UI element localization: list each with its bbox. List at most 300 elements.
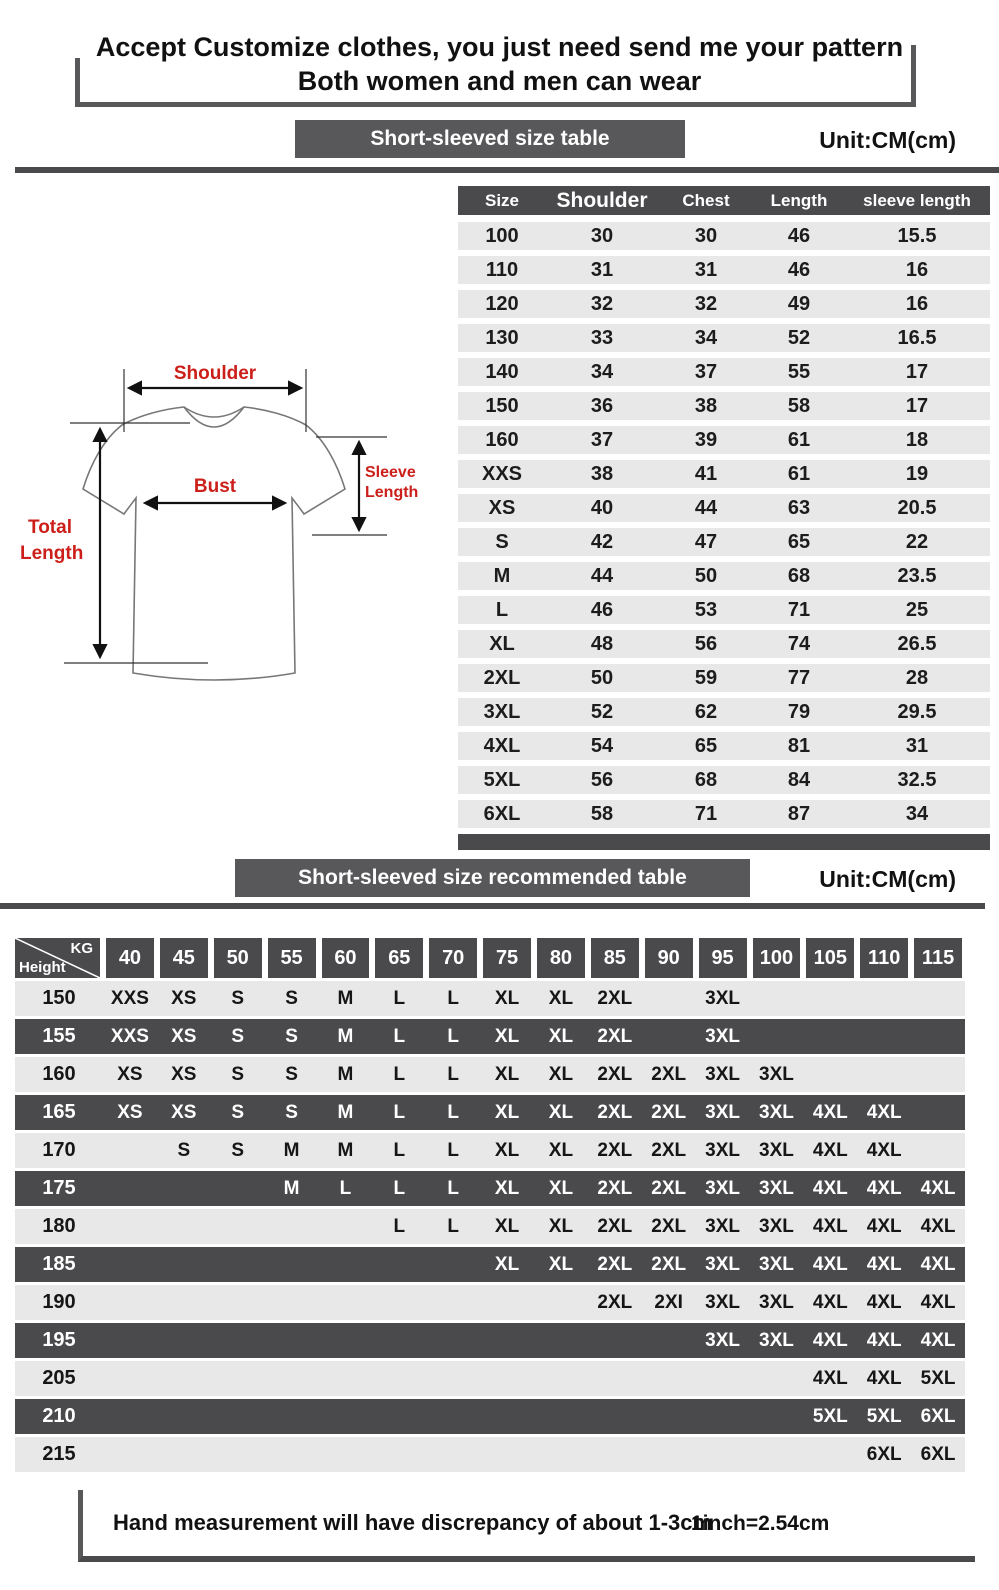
kg-column-header: 60 xyxy=(322,938,370,978)
section-divider xyxy=(0,903,985,909)
recommended-size-cell: S xyxy=(285,1101,298,1123)
recommended-size-cell: S xyxy=(231,987,245,1009)
recommended-size-cell: 2XL xyxy=(597,1139,633,1161)
size-table-cell: 34 xyxy=(905,802,929,825)
recommended-size-cell xyxy=(319,1399,373,1434)
recommended-size-cell xyxy=(211,1285,265,1320)
recommended-size-cell: L xyxy=(393,1215,406,1237)
recommended-size-cell: XL xyxy=(494,1101,520,1123)
recommended-size-cell xyxy=(103,1323,157,1358)
recommended-size-cell: XL xyxy=(494,1063,520,1085)
size-table-cell: 74 xyxy=(787,632,811,655)
recommended-size-cell: 2XL xyxy=(651,1253,687,1275)
size-table-cell: 59 xyxy=(694,666,718,689)
recommended-size-cell xyxy=(157,1399,211,1434)
height-label: 160 xyxy=(42,1063,76,1085)
size-table-cell: 77 xyxy=(787,666,811,689)
measurement-note: Hand measurement will have discrepancy of about 1-3cm xyxy=(113,1510,713,1535)
size-table-cell: 22 xyxy=(905,530,929,553)
size-table-cell: 16 xyxy=(905,292,929,315)
size-table-cell: 34 xyxy=(694,326,718,349)
size-table-column-header: Length xyxy=(770,190,828,210)
footer-bracket xyxy=(78,1490,975,1562)
recommended-size-cell: 5XL xyxy=(920,1367,956,1389)
size-table-row xyxy=(458,256,990,284)
recommended-size-cell xyxy=(265,1285,319,1320)
size-table-cell: 52 xyxy=(787,326,811,349)
size-table-cell: 37 xyxy=(590,428,614,451)
size-table-cell: 61 xyxy=(787,462,811,485)
height-label: 215 xyxy=(42,1443,76,1465)
size-table-cell: 81 xyxy=(787,734,811,757)
recommended-size-cell xyxy=(480,1361,534,1396)
recommended-size-cell: 4XL xyxy=(812,1139,848,1161)
recommended-size-cell: 3XL xyxy=(705,1101,740,1123)
recommended-size-cell: 4XL xyxy=(866,1215,902,1237)
size-table-column-header: Chest xyxy=(682,190,730,210)
size-table-cell: 44 xyxy=(590,564,614,587)
size-table-row xyxy=(458,800,990,828)
recommended-size-cell xyxy=(588,1323,642,1358)
recommended-table-unit-label: Unit:CM(cm) xyxy=(819,866,956,892)
recommended-size-cell: 2XL xyxy=(597,1215,633,1237)
recommended-size-cell xyxy=(319,1209,373,1244)
header-bracket-bottom xyxy=(75,102,916,107)
recommended-size-cell: 3XL xyxy=(759,1177,794,1199)
size-table-cell: 150 xyxy=(485,394,519,417)
recommended-size-cell: S xyxy=(285,1063,298,1085)
size-table-body xyxy=(458,222,990,828)
recommended-size-cell: S xyxy=(231,1063,245,1085)
size-table-column-header: Shoulder xyxy=(556,188,648,212)
size-table-cell: 17 xyxy=(905,394,929,417)
size-table-cell: XS xyxy=(488,496,516,519)
recommended-size-cell: S xyxy=(285,1025,298,1047)
kg-column-header: 105 xyxy=(806,938,854,978)
recommended-size-cell: S xyxy=(177,1139,191,1161)
recommended-size-cell xyxy=(103,1247,157,1282)
size-table-cell: 46 xyxy=(787,258,811,281)
recommended-size-cell: 2XL xyxy=(651,1063,687,1085)
recommended-size-cell xyxy=(803,1057,857,1092)
recommended-size-cell: 4XL xyxy=(866,1367,902,1389)
total-length-label-line1: Total xyxy=(28,517,72,538)
recommended-size-cell: XL xyxy=(548,1215,574,1237)
recommended-size-cell xyxy=(803,981,857,1016)
total-length-label-line2: Length xyxy=(20,543,84,564)
recommended-size-cell xyxy=(696,1399,750,1434)
height-label: 210 xyxy=(42,1405,76,1427)
recommended-size-cell xyxy=(480,1399,534,1434)
size-table-cell: 71 xyxy=(694,802,718,825)
corner-height-label: Height xyxy=(19,959,66,976)
height-label: 170 xyxy=(42,1139,76,1161)
size-table-cell: 160 xyxy=(485,428,519,451)
recommended-size-cell xyxy=(265,1323,319,1358)
corner-kg-label: KG xyxy=(70,940,93,957)
kg-column-header: 55 xyxy=(268,938,316,978)
recommended-size-cell xyxy=(211,1247,265,1282)
recommended-size-cell: 3XL xyxy=(705,1329,740,1351)
bust-label: Bust xyxy=(193,476,237,497)
size-table-cell: 5XL xyxy=(483,768,521,791)
recommended-size-cell xyxy=(426,1437,480,1472)
recommended-size-cell: XL xyxy=(548,987,574,1009)
size-table-header-row xyxy=(458,186,990,215)
size-table-cell: 46 xyxy=(787,224,811,247)
kg-column-header: 110 xyxy=(860,938,908,978)
size-table-cell: 30 xyxy=(590,224,614,247)
size-table-cell: 110 xyxy=(485,258,519,281)
recommended-size-cell xyxy=(103,1437,157,1472)
recommended-table-row xyxy=(15,1247,965,1282)
recommended-size-cell xyxy=(157,1361,211,1396)
size-table-cell: 32.5 xyxy=(897,768,937,791)
recommended-size-cell: S xyxy=(231,1101,245,1123)
recommended-size-cell: 4XL xyxy=(866,1101,902,1123)
size-table-cell: 40 xyxy=(590,496,614,519)
recommended-size-cell: XXS xyxy=(110,1025,149,1047)
recommended-size-cell: 3XL xyxy=(705,1139,740,1161)
recommended-size-cell xyxy=(103,1399,157,1434)
size-table-cell: 36 xyxy=(590,394,614,417)
recommended-size-cell xyxy=(642,1399,696,1434)
recommended-size-cell: XL xyxy=(548,1177,574,1199)
recommended-size-cell xyxy=(103,1285,157,1320)
recommended-size-cell xyxy=(534,1323,588,1358)
recommended-size-cell: L xyxy=(447,1101,459,1123)
recommended-size-cell xyxy=(911,1057,965,1092)
recommended-size-cell xyxy=(319,1323,373,1358)
recommended-size-cell xyxy=(211,1171,265,1206)
recommended-size-cell: 2XL xyxy=(597,987,633,1009)
size-table-row xyxy=(458,460,990,488)
size-table-cell: 4XL xyxy=(483,734,521,757)
recommended-size-cell xyxy=(211,1209,265,1244)
recommended-size-cell: XS xyxy=(117,1101,143,1123)
recommended-size-cell xyxy=(750,1399,804,1434)
recommended-size-cell xyxy=(642,1437,696,1472)
recommended-size-cell: 4XL xyxy=(812,1253,848,1275)
size-table-cell: 71 xyxy=(787,598,811,621)
recommended-size-cell: 2XL xyxy=(651,1177,687,1199)
recommended-size-cell: 2XL xyxy=(597,1025,633,1047)
size-table-column-header: sleeve length xyxy=(863,190,971,210)
tshirt-outline xyxy=(83,407,345,680)
recommended-size-cell xyxy=(426,1399,480,1434)
size-table-row xyxy=(458,664,990,692)
recommended-size-cell xyxy=(103,1209,157,1244)
size-table-cell: 26.5 xyxy=(897,632,937,655)
size-table-cell: 31 xyxy=(694,258,718,281)
recommended-size-cell: L xyxy=(339,1177,352,1199)
kg-column-header: 40 xyxy=(106,938,154,978)
recommended-size-cell xyxy=(103,1361,157,1396)
recommended-size-cell xyxy=(157,1171,211,1206)
recommended-size-cell: 4XL xyxy=(812,1329,848,1351)
recommended-size-cell xyxy=(157,1209,211,1244)
size-table-row xyxy=(458,426,990,454)
recommended-size-cell: 5XL xyxy=(866,1405,902,1427)
size-table-cell: XL xyxy=(489,632,515,655)
size-table-row xyxy=(458,562,990,590)
recommended-size-cell: XL xyxy=(494,1139,520,1161)
height-label: 180 xyxy=(42,1215,76,1237)
recommended-size-cell: M xyxy=(337,1101,354,1123)
recommended-size-cell xyxy=(319,1247,373,1282)
recommended-size-cell xyxy=(265,1437,319,1472)
size-table-cell: 28 xyxy=(905,666,929,689)
recommended-size-cell: 4XL xyxy=(812,1101,848,1123)
recommended-size-cell xyxy=(588,1399,642,1434)
kg-column-header: 100 xyxy=(753,938,801,978)
size-table-cell: 63 xyxy=(787,496,811,519)
height-label: 150 xyxy=(42,987,76,1009)
recommended-size-cell xyxy=(750,1019,804,1054)
recommended-size-cell: M xyxy=(283,1139,300,1161)
recommended-size-cell: 2XL xyxy=(597,1253,633,1275)
recommended-size-cell xyxy=(642,1019,696,1054)
recommended-size-cell: XL xyxy=(494,1253,520,1275)
recommended-size-cell xyxy=(211,1437,265,1472)
size-table-cell: 46 xyxy=(590,598,614,621)
size-table-cell: 30 xyxy=(694,224,718,247)
recommended-size-cell xyxy=(911,1095,965,1130)
kg-column-header: 115 xyxy=(914,938,962,978)
recommended-size-cell: XS xyxy=(171,1063,197,1085)
size-table-cell: XXS xyxy=(481,462,523,485)
size-table-row xyxy=(458,596,990,624)
size-table-cell: 48 xyxy=(590,632,614,655)
recommended-size-cell xyxy=(372,1399,426,1434)
size-table-cell: 100 xyxy=(485,224,519,247)
recommended-size-cell: XL xyxy=(494,1177,520,1199)
recommended-size-cell: L xyxy=(393,987,406,1009)
recommended-size-table xyxy=(15,938,965,1475)
recommended-size-cell: L xyxy=(393,1177,406,1199)
recommended-size-cell: XS xyxy=(117,1063,143,1085)
size-table-cell: 2XL xyxy=(483,666,521,689)
recommended-size-cell: XXS xyxy=(110,987,149,1009)
size-table-cell: 16.5 xyxy=(897,326,937,349)
recommended-size-cell xyxy=(750,1437,804,1472)
recommended-size-cell: 3XL xyxy=(759,1329,794,1351)
recommended-size-cell: 3XL xyxy=(705,1253,740,1275)
recommended-size-cell: XS xyxy=(171,1025,197,1047)
size-table-cell: 68 xyxy=(787,564,811,587)
header-title-line2: Both women and men can wear xyxy=(297,66,702,96)
size-table-cell: 33 xyxy=(590,326,614,349)
size-table-row xyxy=(458,766,990,794)
recommended-size-cell: 4XL xyxy=(812,1177,848,1199)
recommended-size-cell xyxy=(426,1361,480,1396)
size-table-row xyxy=(458,222,990,250)
size-table-cell: M xyxy=(493,564,511,587)
size-table-cell: 31 xyxy=(590,258,614,281)
recommended-size-cell xyxy=(372,1285,426,1320)
recommended-size-cell xyxy=(857,1019,911,1054)
recommended-size-cell xyxy=(803,1019,857,1054)
size-table-cell: 52 xyxy=(590,700,614,723)
size-table-row xyxy=(458,324,990,352)
size-table-unit-label: Unit:CM(cm) xyxy=(819,127,956,153)
recommended-table-row xyxy=(15,1285,965,1320)
size-table-cell: 56 xyxy=(694,632,718,655)
recommended-size-cell: 4XL xyxy=(812,1367,848,1389)
recommended-size-cell: M xyxy=(337,1063,354,1085)
recommended-size-cell: 2XI xyxy=(654,1291,683,1313)
size-table-cell: 37 xyxy=(694,360,718,383)
size-table-cell: 58 xyxy=(590,802,614,825)
recommended-size-cell: 2XL xyxy=(651,1139,687,1161)
recommended-table-row xyxy=(15,1399,965,1434)
recommended-size-cell: 4XL xyxy=(812,1291,848,1313)
recommended-size-cell: 3XL xyxy=(759,1253,794,1275)
size-table-cell: S xyxy=(495,530,509,553)
recommended-size-cell xyxy=(157,1323,211,1358)
size-table-cell: L xyxy=(495,598,509,621)
recommended-size-cell xyxy=(696,1361,750,1396)
size-table-row xyxy=(458,732,990,760)
recommended-size-cell xyxy=(642,1323,696,1358)
recommended-table-row xyxy=(15,1057,965,1092)
recommended-size-cell: L xyxy=(447,1139,459,1161)
kg-column-header: 95 xyxy=(699,938,747,978)
size-table-cell: 41 xyxy=(694,462,718,485)
recommended-size-cell xyxy=(642,1361,696,1396)
recommended-size-cell: 4XL xyxy=(866,1329,902,1351)
recommended-size-cell: 3XL xyxy=(759,1101,794,1123)
height-label: 175 xyxy=(42,1177,76,1199)
recommended-table-row xyxy=(15,981,965,1016)
recommended-size-cell: 6XL xyxy=(920,1405,956,1427)
recommended-size-cell: 4XL xyxy=(920,1291,956,1313)
recommended-size-cell: 4XL xyxy=(866,1177,902,1199)
height-label: 195 xyxy=(42,1329,76,1351)
recommended-size-cell: 3XL xyxy=(705,1215,740,1237)
recommended-size-cell xyxy=(857,1057,911,1092)
recommended-size-cell: XL xyxy=(494,987,520,1009)
size-table-cell: 29.5 xyxy=(897,700,937,723)
recommended-size-cell: 4XL xyxy=(866,1291,902,1313)
recommended-size-cell xyxy=(103,1171,157,1206)
recommended-size-cell: 3XL xyxy=(759,1063,794,1085)
recommended-size-cell: 3XL xyxy=(759,1215,794,1237)
recommended-size-cell: L xyxy=(393,1139,406,1161)
kg-height-corner-cell xyxy=(15,938,100,978)
recommended-size-cell xyxy=(211,1323,265,1358)
recommended-size-cell: 4XL xyxy=(920,1253,956,1275)
recommended-size-cell: XS xyxy=(171,1101,197,1123)
size-table-cell: 38 xyxy=(694,394,718,417)
recommended-size-cell: XL xyxy=(494,1025,520,1047)
size-table-cell: 6XL xyxy=(483,802,521,825)
size-table-cell: 16 xyxy=(905,258,929,281)
size-table-cell: 120 xyxy=(485,292,519,315)
kg-column-header: 70 xyxy=(429,938,477,978)
recommended-size-cell: 6XL xyxy=(920,1443,956,1465)
recommended-size-cell xyxy=(372,1437,426,1472)
size-table-cell: 19 xyxy=(905,462,929,485)
recommended-size-cell: 4XL xyxy=(866,1253,902,1275)
recommended-size-cell: 2XL xyxy=(597,1063,633,1085)
recommended-size-cell xyxy=(534,1285,588,1320)
size-table-cell: 84 xyxy=(787,768,811,791)
recommended-size-cell: M xyxy=(337,1025,354,1047)
size-table-cell: 39 xyxy=(694,428,718,451)
recommended-size-cell: 3XL xyxy=(705,1291,740,1313)
recommended-size-cell: L xyxy=(447,1025,459,1047)
recommended-size-cell: 2XL xyxy=(597,1101,633,1123)
size-table-cell: 44 xyxy=(694,496,718,519)
recommended-size-cell xyxy=(426,1285,480,1320)
size-table-cell: 65 xyxy=(694,734,718,757)
recommended-table-row xyxy=(15,1095,965,1130)
kg-column-header: 50 xyxy=(214,938,262,978)
recommended-size-cell xyxy=(372,1247,426,1282)
recommended-size-cell xyxy=(157,1285,211,1320)
size-table-cell: 32 xyxy=(694,292,718,315)
recommended-size-cell: 3XL xyxy=(759,1291,794,1313)
recommended-size-cell xyxy=(103,1133,157,1168)
height-label: 155 xyxy=(42,1025,76,1047)
size-table-cell: 25 xyxy=(905,598,929,621)
recommended-size-cell: S xyxy=(231,1025,245,1047)
size-table-cell: 42 xyxy=(590,530,614,553)
recommended-size-cell: XL xyxy=(548,1025,574,1047)
size-table-row xyxy=(458,290,990,318)
recommended-size-cell: S xyxy=(231,1139,245,1161)
recommended-size-cell xyxy=(426,1247,480,1282)
size-table-cell: 20.5 xyxy=(897,496,937,519)
size-table-end-bar xyxy=(458,834,990,850)
recommended-size-cell: 2XL xyxy=(597,1291,633,1313)
recommended-size-cell: L xyxy=(393,1025,406,1047)
recommended-size-cell xyxy=(211,1361,265,1396)
size-table-cell: 53 xyxy=(694,598,718,621)
recommended-size-cell xyxy=(911,1133,965,1168)
recommended-size-cell xyxy=(750,981,804,1016)
recommended-size-cell xyxy=(211,1399,265,1434)
recommended-size-cell xyxy=(803,1437,857,1472)
size-table-cell: 18 xyxy=(905,428,929,451)
size-table-cell: 32 xyxy=(590,292,614,315)
recommended-size-cell: 6XL xyxy=(866,1443,902,1465)
size-table-cell: 34 xyxy=(590,360,614,383)
recommended-size-cell: S xyxy=(285,987,298,1009)
kg-column-header: 80 xyxy=(537,938,585,978)
height-label: 185 xyxy=(42,1253,76,1275)
size-table-cell: 58 xyxy=(787,394,811,417)
recommended-size-cell: 3XL xyxy=(705,987,740,1009)
recommended-size-cell: XL xyxy=(548,1063,574,1085)
size-table-cell: 79 xyxy=(787,700,811,723)
kg-column-header: 45 xyxy=(160,938,208,978)
recommended-size-cell: M xyxy=(337,1139,354,1161)
size-table-cell: 50 xyxy=(694,564,718,587)
recommended-size-cell: L xyxy=(447,987,459,1009)
size-table-cell: 3XL xyxy=(483,700,521,723)
size-table-cell: 87 xyxy=(787,802,811,825)
recommended-size-cell xyxy=(911,981,965,1016)
collar-line xyxy=(184,407,244,417)
recommended-size-cell: L xyxy=(447,1177,459,1199)
recommended-size-cell xyxy=(157,1437,211,1472)
recommended-size-cell xyxy=(157,1247,211,1282)
recommended-table-header-row xyxy=(15,938,965,978)
recommended-size-cell xyxy=(265,1247,319,1282)
recommended-size-cell: L xyxy=(393,1101,406,1123)
